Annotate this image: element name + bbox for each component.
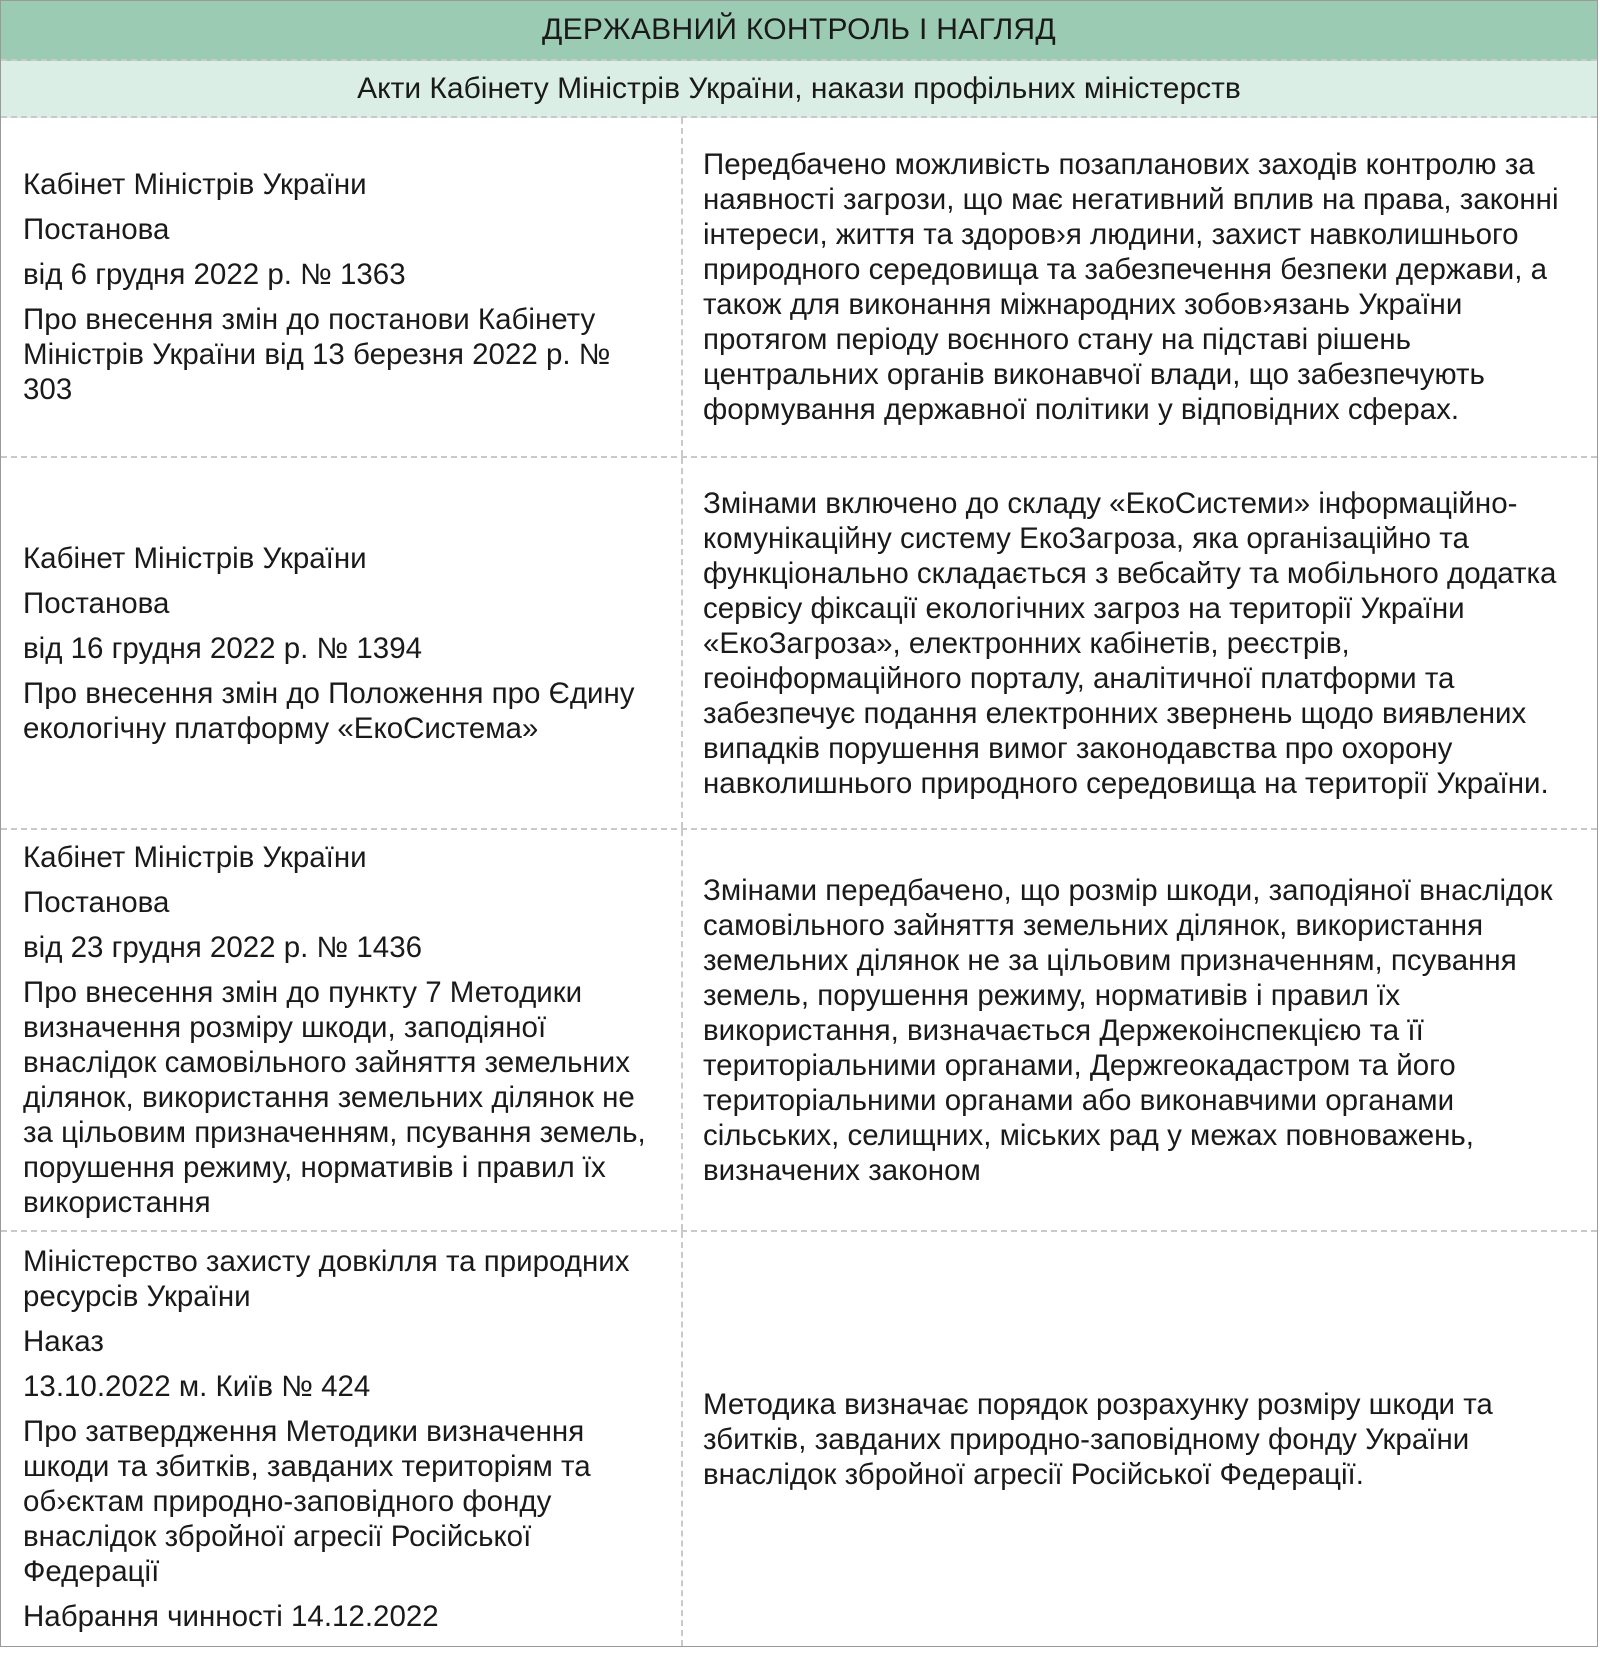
act-details-cell	[1, 118, 683, 456]
section-subtitle: Акти Кабінету Міністрів України, накази профільних міністерств	[1, 61, 1597, 118]
act-date-number: від 23 грудня 2022 р. № 1436	[23, 931, 423, 964]
act-date-number: від 16 грудня 2022 р. № 1394	[23, 631, 423, 665]
act-description-cell	[683, 830, 1597, 1230]
act-title: Про внесення змін до Положення про Єдину екологічну платформу «ЕкоСистема»	[23, 676, 635, 745]
act-details-cell	[1, 458, 683, 828]
act-type: Постанова	[23, 586, 170, 620]
table-row	[1, 118, 1597, 458]
section-title: ДЕРЖАВНИЙ КОНТРОЛЬ І НАГЛЯД	[1, 1, 1597, 61]
act-date-number: 13.10.2022 м. Київ № 424	[23, 1370, 371, 1403]
issuer: Кабінет Міністрів України	[23, 168, 367, 201]
act-description: Методика визначає порядок розрахунку розміру шкоди та збитків, завданих природно-заповідному фонду України внаслідок збройної агресії Російської Федерації.	[703, 1387, 1493, 1491]
act-description-cell	[683, 458, 1597, 828]
act-description: Передбачено можливість позапланових заходів контролю за наявності загрози, що має негативний вплив на права, законні інтереси, життя та здоров›я людини, захист навколишнього природного середовища та забезпечення безпеки держави, а також для виконання міжнародних зобов›язань України протягом періоду воєнного стану на підставі рішень центральних органів виконавчої влади, що забезпечують формування державної політики у відповідних сферах.	[703, 148, 1559, 426]
act-description-cell	[683, 118, 1597, 456]
issuer: Міністерство захисту довкілля та природних ресурсів України	[23, 1245, 630, 1313]
act-details-cell	[1, 1232, 683, 1646]
act-title: Про внесення змін до пункту 7 Методики визначення розміру шкоди, заподіяної внаслідок самовільного зайняття земельних ділянок, використання земельних ділянок не за цільовим призначенням, псування земель, порушення режиму, нормативів і правил їх використання	[23, 976, 646, 1219]
issuer: Кабінет Міністрів України	[23, 541, 367, 575]
issuer: Кабінет Міністрів України	[23, 841, 367, 874]
act-details-cell	[1, 830, 683, 1230]
table-row	[1, 458, 1597, 830]
act-type: Наказ	[23, 1325, 104, 1358]
act-effective-date: Набрання чинності 14.12.2022	[23, 1600, 439, 1633]
act-date-number: від 6 грудня 2022 р. № 1363	[23, 258, 406, 291]
act-title: Про затвердження Методики визначення шкоди та збитків, завданих територіям та об›єктам природно-заповідного фонду внаслідок збройної агресії Російської Федерації	[23, 1415, 591, 1588]
act-type: Постанова	[23, 213, 170, 246]
act-type: Постанова	[23, 886, 170, 919]
act-title: Про внесення змін до постанови Кабінету Міністрів України від 13 березня 2022 р. № 303	[23, 303, 611, 406]
act-description-cell	[683, 1232, 1597, 1646]
table-row	[1, 1232, 1597, 1646]
act-description: Змінами передбачено, що розмір шкоди, заподіяної внаслідок самовільного зайняття земельних ділянок, використання земельних ділянок не за цільовим призначенням, псування земель, порушення режиму, нормативів і правил їх використання, визначається Держекоінспекцією та її територіальними органами, Держгеокадастром та його територіальними органами або виконавчими органами сільських, селищних, міських рад у межах повноважень, визначених законом	[703, 873, 1553, 1187]
table-row	[1, 830, 1597, 1232]
act-description: Змінами включено до складу «ЕкоСистеми» інформаційно-комунікаційну систему ЕкоЗагроза, яка організаційно та функціонально складається з вебсайту та мобільного додатка сервісу фіксації екологічних загроз на території України «ЕкоЗагроза», електронних кабінетів, реєстрів, геоінформаційного порталу, аналітичної платформи та забезпечує подання електронних звернень щодо виявлених випадків порушення вимог законодавства про охорону навколишнього природного середовища на території України.	[703, 486, 1557, 800]
